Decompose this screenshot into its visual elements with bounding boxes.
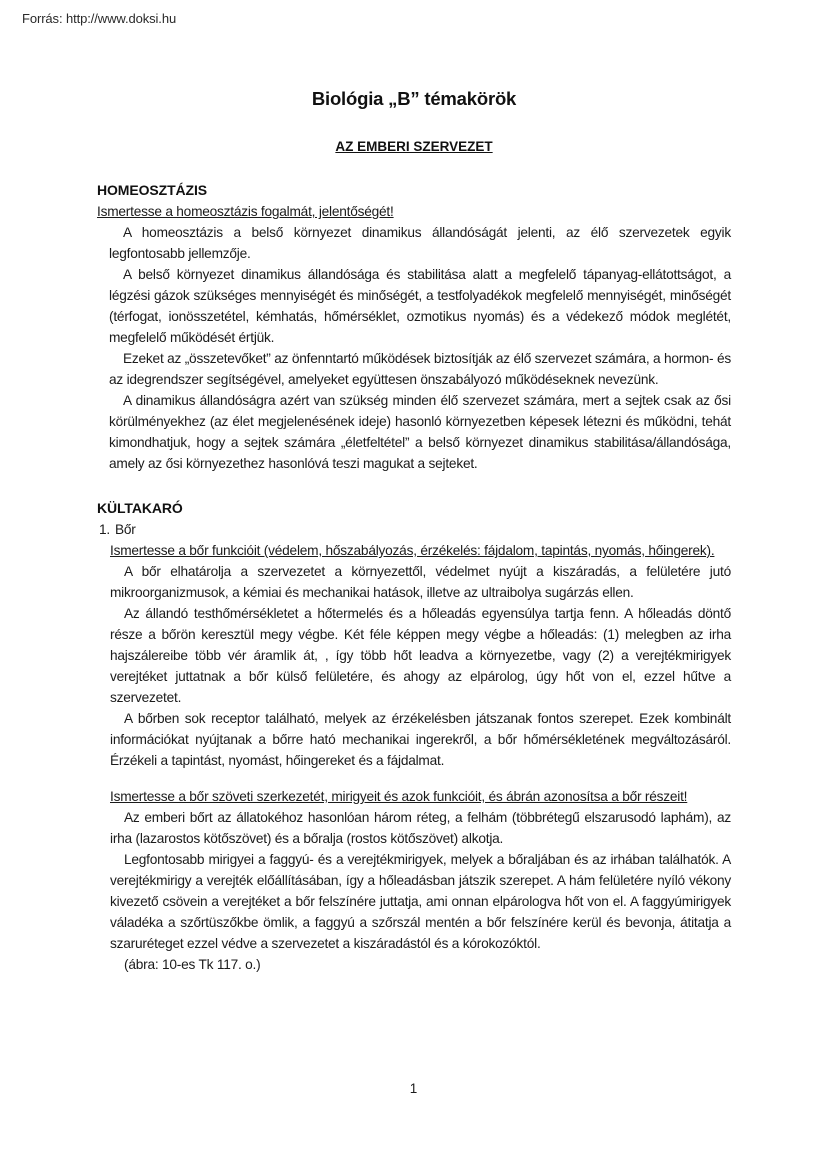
source-url-line: Forrás: http://www.doksi.hu (22, 11, 177, 26)
skin-subsection (97, 540, 731, 975)
paragraph: A homeosztázis a belső környezet dinamikus állandóságát jelenti, az élő szervezetek egyik legfontosabb jellemzője. (109, 225, 731, 261)
paragraph: A dinamikus állandóságra azért van szükség minden élő szervezet számára, mert a sejtek csak az ősi körülményekhez (az élet megjelenésének ideje) hasonló környezetben képesek létezni és működni, tehát kimondhatjuk, hogy a sejtek számára „életfeltétel” a belső környezet dinamikus stabilitása/állandósága, amely az ősi környezethez hasonlóvá teszi magukat a sejteket. (109, 393, 731, 471)
paragraph: A bőrben sok receptor található, melyek az érzékelésben játszanak fontos szerepet. Ezek kombinált információkat nyújtanak a bőrre ható mechanikai ingerekről, a bőr hőmérsékletének megváltozásáról. Érzékeli a tapintást, nyomást, hőingereket és a fájdalmat. (110, 711, 731, 768)
prompt-homeostasis: Ismertesse a homeosztázis fogalmát, jelentőségét! (97, 204, 394, 219)
paragraph: Ezeket az „összetevőket” az önfenntartó működések biztosítják az élő szervezet számára, a hormon- és az idegrendszer segítségével, amelyeket együttesen önszabályozó működéseknek nevezünk. (109, 351, 731, 387)
document-subtitle: AZ EMBERI SZERVEZET (335, 139, 493, 154)
section-heading-homeostasis: HOMEOSZTÁZIS (97, 182, 208, 198)
section-integument (97, 498, 731, 975)
prompt-skin-functions: Ismertesse a bőr funkcióit (védelem, hőszabályozás, érzékelés: fájdalom, tapintás, nyomás, hőingerek). (110, 543, 715, 558)
document-body (97, 180, 731, 975)
paragraph: Az emberi bőrt az állatokéhoz hasonlóan három réteg, a felhám (többrétegű elszarusodó laphám), az irha (lazarostos kötőszövet) és a bőralja (rostos kötőszövet) alkotja. (110, 810, 731, 846)
paragraph: Legfontosabb mirigyei a faggyú- és a verejtékmirigyek, melyek a bőraljában és az irhában találhatók. A verejtékmirigy a verejték előállításában, így a hőleadásban játszik szerepet. A hám felületére nyíló vékony kivezető csövein a verejtéket a bőr felszínére juttatja, ami onnan elpárologva hőt von el. A faggyúmirigyek váladéka a szőrtüszőkbe ömlik, a faggyú a szőrszál mentén a bőr felszínére kerül és bevonja, átitatja a szaruréteget ezzel védve a szervezetet a kiszáradástól és a kórokozóktól. (110, 852, 731, 951)
prompt-skin-structure: Ismertesse a bőr szöveti szerkezetét, mirigyeit és azok funkcióit, és ábrán azonosítsa a bőr részeit! (110, 789, 688, 804)
page-number: 1 (409, 1081, 418, 1096)
document-page (97, 0, 731, 975)
list-item-label: Bőr (114, 522, 136, 537)
figure-reference: (ábra: 10-es Tk 117. o.) (124, 957, 261, 972)
paragraph: A bőr elhatárolja a szervezetet a környezettől, védelmet nyújt a kiszáradás, a felületére jutó mikroorganizmusok, a kémiai és mechanikai hatások, illetve az ultraibolya sugárzás ellen. (110, 564, 731, 600)
list-item-number: 1. (99, 522, 110, 537)
paragraph: A belső környezet dinamikus állandósága és stabilitása alatt a megfelelő tápanyag-ellátottságot, a légzési gázok szükséges mennyiségét és minőségét, a testfolyadékok megfelelő mennyiségét, minőségét (térfogat, ionösszetétel, kémhatás, hőmérséklet, ozmotikus nyomás) és a védekező módok meglétét, megfelelő működését értjük. (109, 267, 731, 345)
document-subtitle-row (97, 139, 731, 154)
list-item-skin (97, 519, 731, 540)
page-title: Biológia „B” témakörök (311, 88, 517, 109)
paragraph: Az állandó testhőmérsékletet a hőtermelés és a hőleadás egyensúlya tartja fenn. A hőleadás döntő része a bőrön keresztül megy végbe. Két féle képpen megy végbe a hőleadás: (1) melegben az irha hajszálereibe több vér áramlik át, , így több hőt leadva a környezetbe, vagy (2) a verejtékmirigyek verejtéket juttatnak a bőr külső felületére, és ahogy az elpárolog, úgy hőt von el, ezzel hűtve a szervezetet. (110, 606, 731, 705)
section-heading-integument: KÜLTAKARÓ (97, 500, 183, 516)
section-homeostasis (97, 180, 731, 474)
